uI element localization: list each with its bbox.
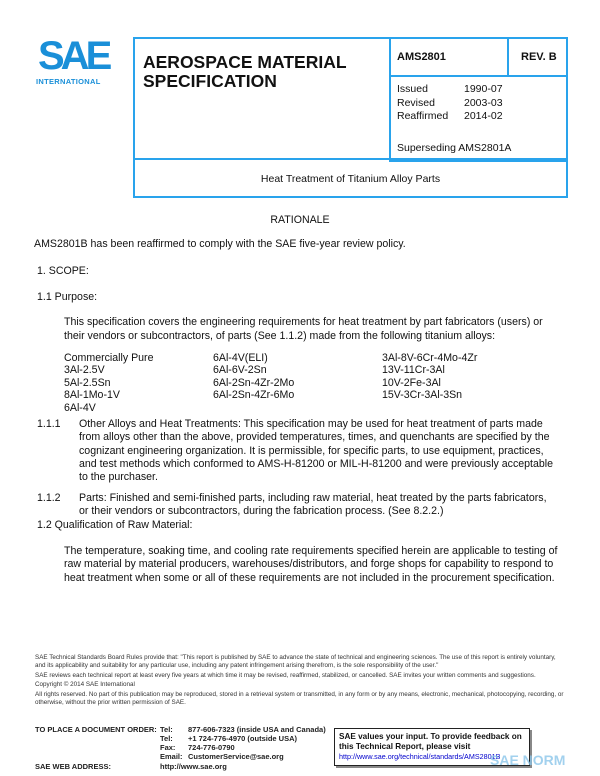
dates-cell <box>389 75 568 162</box>
contact-label: Fax: <box>160 743 176 752</box>
alloy: 10V-2Fe-3Al <box>382 376 441 389</box>
superseding: Superseding AMS2801A <box>397 142 512 154</box>
alloy-column <box>64 352 153 414</box>
doc-title: Heat Treatment of Titanium Alloy Parts <box>260 173 441 185</box>
rationale-heading: RATIONALE <box>270 214 330 226</box>
alloy: 13V-11Cr-3Al <box>382 364 445 377</box>
rationale-text: AMS2801B has been reaffirmed to comply with the SAE five-year review policy. <box>34 238 406 250</box>
alloy: 6Al-4V(ELI) <box>213 352 268 364</box>
date-label: Revised <box>397 96 435 109</box>
footer-text: Copyright © 2014 SAE International <box>35 681 135 689</box>
section-num: 1.1.1 <box>37 418 61 430</box>
footer-text: All rights reserved. No part of this publication may be reproduced, stored in a retrieval system or transmitted, in any form or by any means, electronic, mechanical, photocopying, recording, or otherwise, without the prior written permission of SAE. <box>35 690 564 707</box>
web-label: SAE WEB ADDRESS: <box>35 762 111 771</box>
revision-cell <box>507 37 568 77</box>
footer-notice <box>35 654 567 707</box>
alloy-column <box>382 352 477 402</box>
contact-list <box>160 725 326 761</box>
section-1-2: 1.2 Qualification of Raw Material: <box>37 519 193 531</box>
logo-letters: SAE <box>38 34 109 78</box>
alloy: 5Al-2.5Sn <box>64 376 111 389</box>
order-label: TO PLACE A DOCUMENT ORDER: <box>35 725 157 734</box>
contact-label: Email: <box>160 752 183 761</box>
title-cell <box>133 158 568 198</box>
date-label: Reaffirmed <box>397 110 449 122</box>
doc-number: AMS2801 <box>397 51 446 63</box>
alloy: 8Al-1Mo-1V <box>64 389 120 402</box>
section-num: 1.1.2 <box>37 492 61 504</box>
qualification-text: The temperature, soaking time, and cooling rate requirements specified herein are applicable to testing of raw material by material producers, warehouses/distributors, and forge shops for capability to respond to heat treatment when some or all of these requirements are not included in the procurement specification. <box>64 545 558 584</box>
email-link[interactable]: CustomerService@sae.org <box>188 752 284 761</box>
feedback-text: SAE values your input. To provide feedback on this Technical Report, please visit <box>339 732 522 751</box>
section-1-1-1: Other Alloys and Heat Treatments: This specification may be used for heat treatment of parts made from alloys other than the above, provided temperatures, times, and quenchants are specified by the cognizant engineering organization. It is permissible, for specific parts, to use equipment, practices, and test methods which conformed to AMS-H-81200 or MIL-H-81200 and were previously acceptable to the purchaser. <box>79 418 554 484</box>
footer-text: SAE reviews each technical report at least every five years at which time it may be revised, reaffirmed, stabilized, or cancelled. SAE invites your written comments and suggestions. <box>35 671 536 679</box>
web-link[interactable]: http://www.sae.org <box>160 762 227 771</box>
alloy: 6Al-4V <box>64 401 96 414</box>
doc-type-cell <box>133 37 391 160</box>
doc-number-cell <box>389 37 509 77</box>
contact-value: 724-776-0790 <box>188 743 235 752</box>
section-1-1: 1.1 Purpose: <box>37 291 98 303</box>
watermark: SAE NORM <box>490 752 566 768</box>
date-value: 2003-03 <box>464 96 503 109</box>
revision: REV. B <box>521 51 557 63</box>
section-1-1-2: Parts: Finished and semi-finished parts, including raw material, heat treated by the parts fabricators, or their vendors or subcontractors, during the fabrication process. (See 8.2.2.) <box>79 492 547 518</box>
feedback-link[interactable]: http://www.sae.org/technical/standards/AMS2801B <box>339 752 501 761</box>
contact-label: Tel: <box>160 725 173 734</box>
alloy: 3Al-8V-6Cr-4Mo-4Zr <box>382 352 478 364</box>
date-value: 1990-07 <box>464 83 503 95</box>
section-scope: 1. SCOPE: <box>37 265 89 277</box>
contact-value: +1 724-776-4970 (outside USA) <box>188 734 298 743</box>
date-label: Issued <box>397 83 428 95</box>
footer-text: SAE Technical Standards Board Rules provide that: "This report is published by SAE to advance the state of technical and engineering sciences. The use of this report is entirely voluntary, and its applicability and suitability for any particular use, including any patent infringement arising therefrom, is the sole responsibility of the user." <box>35 654 556 670</box>
alloy-column <box>213 352 294 402</box>
purpose-text: This specification covers the engineering requirements for heat treatment by part fabricators (users) or their vendors or subcontractors, of parts (See 1.1.2) made from the following titanium alloys: <box>64 316 543 342</box>
alloy: 3Al-2.5V <box>64 364 105 377</box>
alloy: 15V-3Cr-3Al-3Sn <box>382 389 463 402</box>
header-box <box>133 37 568 198</box>
logo-subtext: INTERNATIONAL <box>36 77 101 86</box>
sae-logo <box>34 36 114 86</box>
date-value: 2014-02 <box>464 110 503 122</box>
dates-list <box>397 83 503 124</box>
alloy: 6Al-6V-2Sn <box>213 364 267 377</box>
alloy: 6Al-2Sn-4Zr-2Mo <box>213 376 295 389</box>
alloy: 6Al-2Sn-4Zr-6Mo <box>213 389 295 402</box>
doc-type: AEROSPACE MATERIAL SPECIFICATION <box>143 52 347 91</box>
contact-value: 877-606-7323 (inside USA and Canada) <box>188 725 326 734</box>
alloy: Commercially Pure <box>64 352 154 364</box>
contact-label: Tel: <box>160 734 173 743</box>
